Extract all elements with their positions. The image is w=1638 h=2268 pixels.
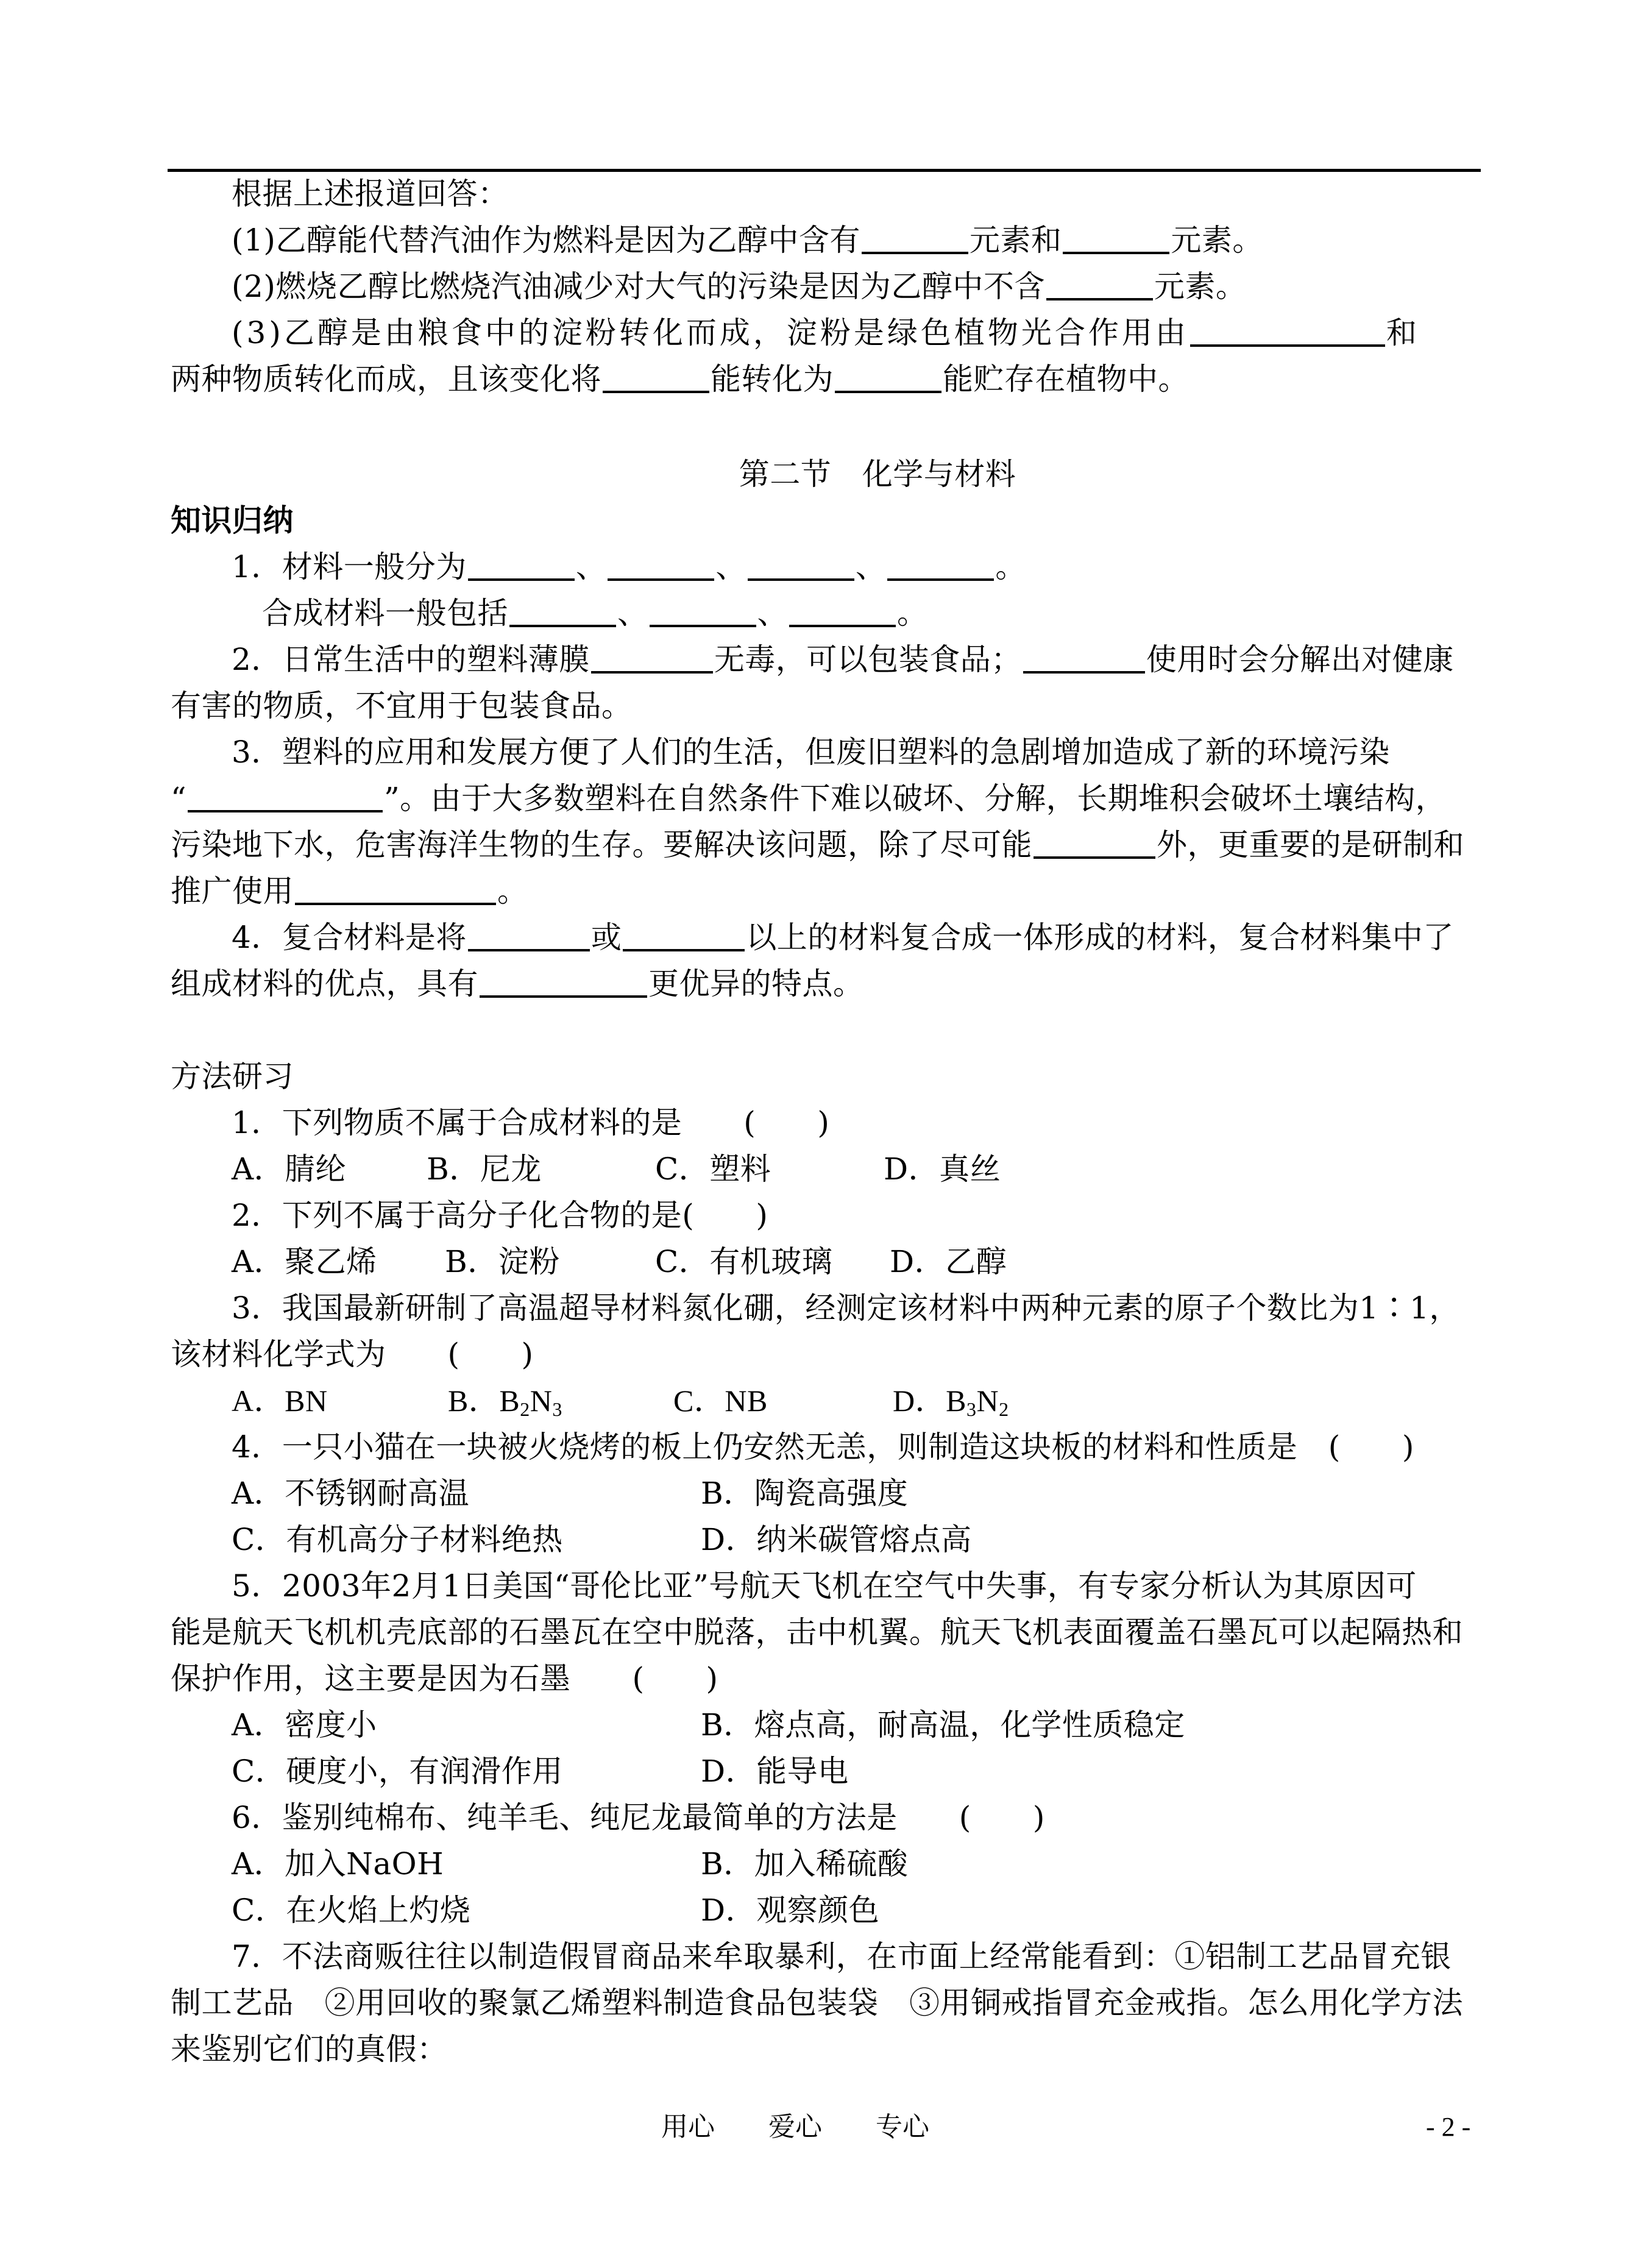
- option-b[interactable]: B．$B_2N_3$: [448, 1384, 562, 1420]
- knowledge-3-line: 3．塑料的应用和发展方便了人们的生活，但废旧塑料的急剧增加造成了新的环境污染: [232, 734, 1390, 770]
- answer-blank[interactable]: [468, 915, 590, 951]
- option-a[interactable]: A．加入NaOH: [232, 1846, 444, 1882]
- method-q1: 1．下列物质不属于合成材料的是 ( ): [232, 1105, 830, 1140]
- option-d[interactable]: D．乙醇: [890, 1244, 1007, 1279]
- answer-blank[interactable]: [835, 357, 941, 393]
- answer-blank[interactable]: [591, 637, 713, 674]
- answer-blank[interactable]: [862, 218, 968, 254]
- option-b[interactable]: B．加入稀硫酸: [701, 1846, 909, 1882]
- answer-blank[interactable]: [608, 544, 714, 581]
- method-q5c: 保护作用，这主要是因为石墨 ( ): [171, 1661, 718, 1696]
- option-b[interactable]: B．淀粉: [445, 1244, 560, 1279]
- method-q3b: 该材料化学式为 ( ): [171, 1337, 534, 1372]
- knowledge-2-line: 2．日常生活中的塑料薄膜 无毒，可以包装食品； 使用时会分解出对健康: [171, 636, 1481, 683]
- method-q5-options-1: [171, 1702, 1481, 1748]
- intro-line: 根据上述报道回答：: [232, 176, 509, 212]
- answer-blank[interactable]: [480, 961, 647, 998]
- answer-blank[interactable]: [468, 544, 575, 581]
- answer-blank[interactable]: [623, 915, 745, 951]
- answer-blank[interactable]: [188, 776, 383, 812]
- option-c[interactable]: C．硬度小，有润滑作用: [232, 1754, 563, 1789]
- option-d[interactable]: D．$B_3N_2$: [893, 1384, 1009, 1420]
- method-q5-options-2: [171, 1748, 1481, 1794]
- page-number: - 2 -: [1426, 2112, 1471, 2142]
- method-q4-options-2: [171, 1516, 1481, 1563]
- knowledge-1-line: 1．材料一般分为 、 、 、 。: [171, 544, 1481, 590]
- option-a[interactable]: A．聚乙烯: [232, 1244, 377, 1279]
- answer-blank[interactable]: [1034, 822, 1155, 859]
- knowledge-2b-line: 有害的物质，不宜用于包装食品。: [171, 688, 633, 723]
- option-d[interactable]: D．能导电: [701, 1754, 849, 1789]
- option-a[interactable]: A．腈纶: [232, 1151, 347, 1187]
- option-c[interactable]: C．塑料: [655, 1151, 771, 1187]
- option-c[interactable]: C．有机高分子材料绝热: [232, 1522, 563, 1557]
- page-content: [171, 171, 1481, 2072]
- method-q5b: 能是航天飞机机壳底部的石墨瓦在空中脱落，击中机翼。航天飞机表面覆盖石墨瓦可以起隔热和: [171, 1615, 1463, 1650]
- question-3-line: (3)乙醇是由粮食中的淀粉转化而成，淀粉是绿色植物光合作用由 和: [171, 310, 1481, 356]
- method-q4: 4．一只小猫在一块被火烧烤的板上仍安然无恙，则制造这块板的材料和性质是 ( ): [232, 1429, 1414, 1465]
- answer-blank[interactable]: [887, 544, 994, 581]
- option-a[interactable]: A．BN: [232, 1384, 328, 1418]
- question-2-line: (2)燃烧乙醇比燃烧汽油减少对大气的污染是因为乙醇中不含 元素。: [171, 263, 1481, 310]
- method-q1-options: [171, 1146, 1481, 1192]
- section-title: 第二节 化学与材料: [739, 457, 1016, 492]
- knowledge-3d-line: 推广使用 。: [171, 868, 1481, 914]
- answer-blank[interactable]: [748, 544, 854, 581]
- method-q5: 5．2003年2月1日美国“哥伦比亚”号航天飞机在空气中失事，有专家分析认为其原因可: [232, 1568, 1417, 1604]
- option-c[interactable]: C．在火焰上灼烧: [232, 1893, 471, 1928]
- answer-blank[interactable]: [295, 869, 496, 905]
- method-q3: 3．我国最新研制了高温超导材料氮化硼，经测定该材料中两种元素的原子个数比为1∶1，: [232, 1290, 1460, 1326]
- method-q3-options: [171, 1378, 1481, 1424]
- option-a[interactable]: A．密度小: [232, 1707, 377, 1743]
- answer-blank[interactable]: [1046, 264, 1153, 300]
- method-q6-options-2: [171, 1887, 1481, 1933]
- option-d[interactable]: D．观察颜色: [701, 1893, 880, 1928]
- answer-blank[interactable]: [650, 591, 756, 627]
- answer-blank[interactable]: [509, 591, 616, 627]
- question-3-cont-line: 两种物质转化而成，且该变化将 能转化为 能贮存在植物中。: [171, 356, 1481, 402]
- answer-blank[interactable]: [1023, 637, 1145, 674]
- knowledge-heading: 知识归纳: [171, 503, 294, 538]
- method-q6: 6．鉴别纯棉布、纯羊毛、纯尼龙最简单的方法是 ( ): [232, 1800, 1045, 1835]
- answer-blank[interactable]: [1190, 310, 1385, 347]
- option-c[interactable]: C．NB: [673, 1384, 768, 1418]
- answer-blank[interactable]: [603, 357, 709, 393]
- option-b[interactable]: B．陶瓷高强度: [701, 1476, 909, 1511]
- option-a[interactable]: A．不锈钢耐高温: [232, 1476, 470, 1511]
- knowledge-3b-line: “ ”。由于大多数塑料在自然条件下难以破坏、分解，长期堆积会破坏土壤结构，: [171, 775, 1481, 822]
- footer-motto: 用心 爱心 专心: [661, 2111, 929, 2142]
- knowledge-3c-line: 污染地下水，危害海洋生物的生存。要解决该问题，除了尽可能 外，更重要的是研制和: [171, 822, 1481, 868]
- method-q7c: 来鉴别它们的真假：: [171, 2032, 448, 2067]
- option-d[interactable]: D．真丝: [884, 1151, 1001, 1187]
- method-q7: 7．不法商贩往往以制造假冒商品来牟取暴利，在市面上经常能看到：①铝制工艺品冒充银: [232, 1939, 1452, 1974]
- knowledge-4-line: 4．复合材料是将 或 以上的材料复合成一体形成的材料，复合材料集中了: [171, 914, 1481, 961]
- answer-blank[interactable]: [789, 591, 896, 627]
- option-c[interactable]: C．有机玻璃: [655, 1244, 833, 1279]
- option-b[interactable]: B．熔点高，耐高温，化学性质稳定: [701, 1707, 1185, 1743]
- answer-blank[interactable]: [1063, 218, 1169, 254]
- knowledge-1b-line: 合成材料一般包括 、 、 。: [171, 590, 1481, 636]
- method-q6-options-1: [171, 1841, 1481, 1887]
- method-q4-options-1: [171, 1470, 1481, 1516]
- option-b[interactable]: B．尼龙: [427, 1151, 542, 1187]
- question-1-line: (1)乙醇能代替汽油作为燃料是因为乙醇中含有 元素和 元素。: [171, 217, 1481, 263]
- knowledge-4b-line: 组成材料的优点，具有 更优异的特点。: [171, 961, 1481, 1007]
- method-q2-options: [171, 1239, 1481, 1285]
- method-q7b: 制工艺品 ②用回收的聚氯乙烯塑料制造食品包装袋 ③用铜戒指冒充金戒指。怎么用化学方法: [171, 1985, 1463, 2021]
- option-d[interactable]: D．纳米碳管熔点高: [701, 1522, 972, 1557]
- methods-heading: 方法研习: [171, 1059, 294, 1094]
- method-q2: 2．下列不属于高分子化合物的是( ): [232, 1198, 768, 1233]
